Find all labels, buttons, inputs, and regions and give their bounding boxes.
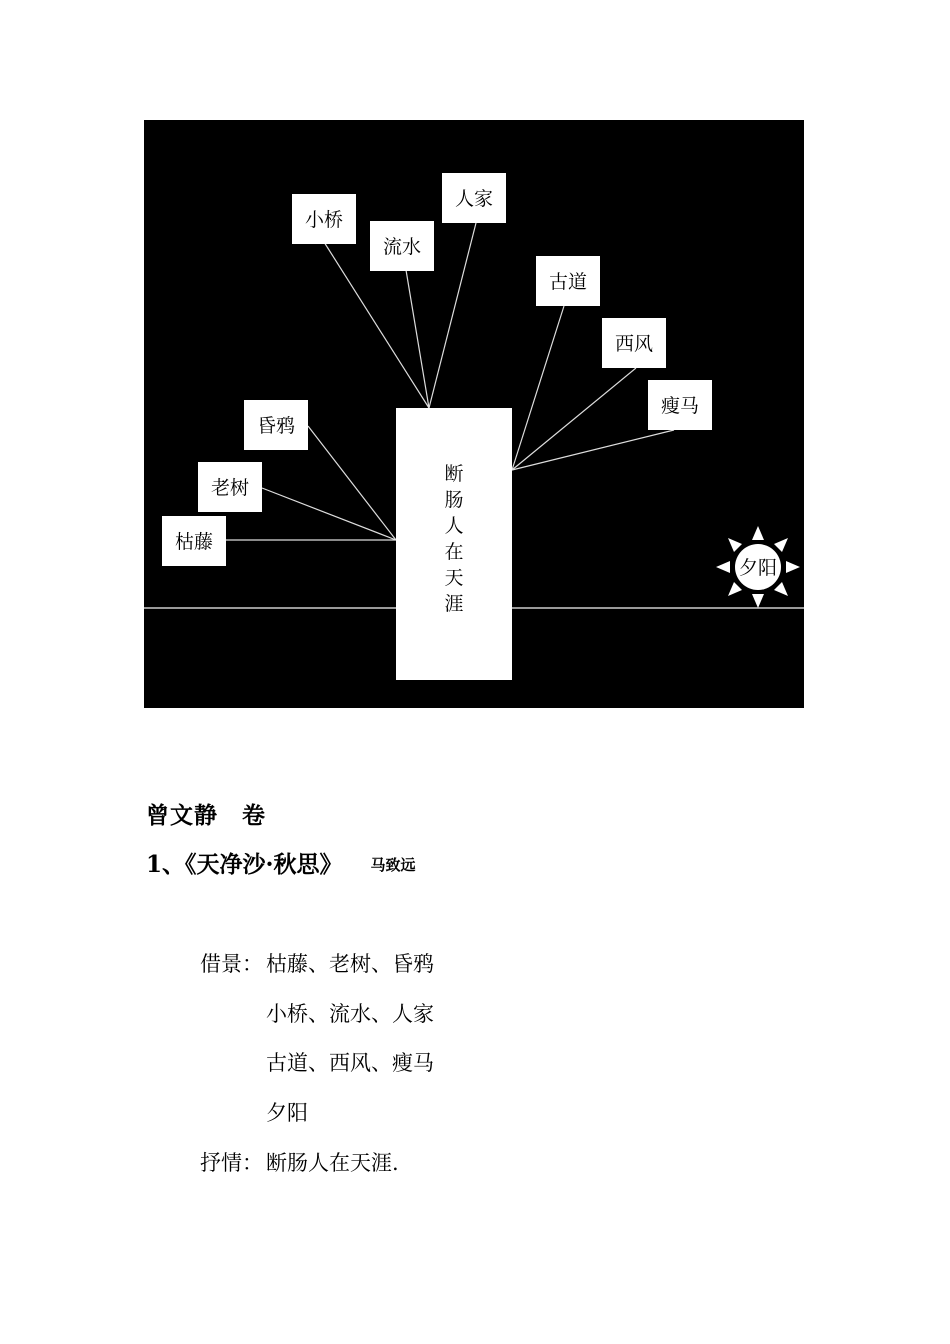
label-box-right-2 <box>602 318 666 368</box>
poem-title-line <box>146 846 416 879</box>
poem-title: 1、《天净沙·秋思》 <box>146 851 343 878</box>
borrowed-scenery-row-1 <box>200 948 434 978</box>
borrowed-scenery-row-2 <box>266 998 434 1028</box>
label-box-top-1 <box>292 194 356 244</box>
label-box-top-2 <box>370 221 434 271</box>
center-box <box>396 408 512 680</box>
center-char-2: 肠 <box>444 489 464 511</box>
label-box-left-2 <box>198 462 262 512</box>
connector-line-top-3 <box>429 223 476 408</box>
borrowed-scenery-row-4 <box>266 1097 308 1127</box>
center-char-3: 人 <box>444 515 464 537</box>
label-box-right-3 <box>648 380 712 430</box>
borrowed-scenery-line: 古道、西风、瘦马 <box>266 1051 434 1075</box>
emotion-label: 抒情： <box>200 1151 263 1175</box>
emotion-text: 断肠人在天涯. <box>266 1151 399 1175</box>
sun-label: 夕阳 <box>738 557 778 579</box>
connector-line-top-2 <box>406 270 429 408</box>
label-text: 古道 <box>548 271 588 293</box>
label-box-right-1 <box>536 256 600 306</box>
label-box-left-1 <box>162 516 226 566</box>
center-char-1: 断 <box>444 463 464 485</box>
label-box-left-3 <box>244 400 308 450</box>
poet-name: 马致远 <box>370 856 416 874</box>
connector-line-right-1 <box>512 306 564 470</box>
center-char-5: 天 <box>444 567 464 589</box>
poem-diagram <box>144 120 804 708</box>
borrowed-scenery-line: 夕阳 <box>266 1101 308 1125</box>
author-line: 曾文静 卷 <box>146 802 266 829</box>
label-text: 瘦马 <box>660 395 700 417</box>
label-text: 流水 <box>382 236 422 258</box>
borrowed-scenery-line: 小桥、流水、人家 <box>266 1002 434 1026</box>
label-text: 人家 <box>454 188 494 210</box>
borrowed-scenery-label: 借景： <box>200 952 263 976</box>
label-text: 枯藤 <box>174 531 214 553</box>
label-text: 小桥 <box>304 209 344 231</box>
label-text: 老树 <box>210 477 250 499</box>
label-text: 西风 <box>614 333 654 355</box>
borrowed-scenery-row-3 <box>266 1047 434 1077</box>
label-box-top-3 <box>442 173 506 223</box>
label-text: 昏鸦 <box>256 415 296 437</box>
center-char-4: 在 <box>444 541 464 563</box>
center-char-6: 涯 <box>444 593 464 615</box>
emotion-row <box>200 1147 399 1177</box>
sun-icon <box>716 526 800 608</box>
borrowed-scenery-line: 枯藤、老树、昏鸦 <box>266 952 434 976</box>
diagram-canvas <box>144 120 804 708</box>
